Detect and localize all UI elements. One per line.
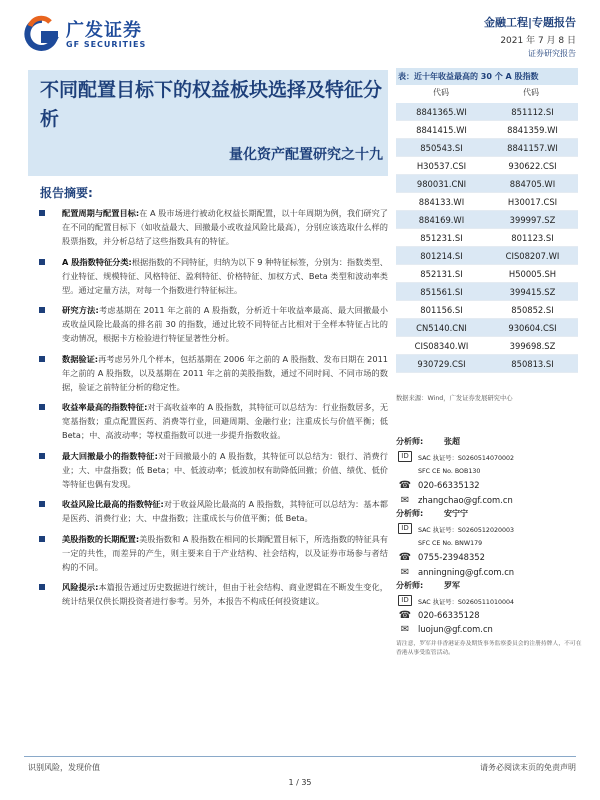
bullet-square-icon <box>39 259 45 265</box>
summary-item <box>36 352 388 394</box>
bullet-square-icon <box>39 356 45 362</box>
summary-item-text: 美股指数和 A 股指数在相同的长期配置目标下，所选指数的特征具有一定的共性，而差异的产生，则主要来自于产业结构、社会结构，以及证券市场参与者结构的不同。 <box>62 533 388 572</box>
footer-divider <box>24 756 576 757</box>
table-row <box>396 175 578 193</box>
table-cell: 8841415.WI <box>396 121 487 139</box>
table-row <box>396 247 578 265</box>
summary-item <box>36 497 388 525</box>
table-row <box>396 355 578 373</box>
certificate-icon: ID <box>398 595 412 606</box>
summary-item-text: 再考虑另外几个样本，包括基期在 2006 年之前的 A 股指数、发布日期在 2011 年之前的 A 股指数，以及基期在 2011 年之前的美股指数，通过不同时间、不同市场的数据，验证之前特征分析的稳定性。 <box>62 353 388 392</box>
bullet-square-icon <box>39 307 45 313</box>
table-cell: 399415.SZ <box>487 283 578 301</box>
bullet-square-icon <box>39 501 45 507</box>
table-cell: CIS08207.WI <box>487 247 578 265</box>
page-title: 不同配置目标下的权益板块选择及特征分析 <box>40 79 383 130</box>
table-row <box>396 193 578 211</box>
summary-item <box>36 206 388 248</box>
summary-item <box>36 303 388 345</box>
analyst-sac-value: SAC 执证号：S0260511010004 <box>418 599 514 606</box>
table-row <box>396 157 578 175</box>
analyst-list <box>396 436 586 638</box>
analyst-phone <box>396 551 586 566</box>
report-date: 2021 年 7 月 8 日 <box>500 36 576 46</box>
table-cell: 884705.WI <box>487 175 578 193</box>
table-row <box>396 139 578 157</box>
table-cell: 930729.CSI <box>396 355 487 373</box>
table-cell: 801214.SI <box>396 247 487 265</box>
table-row <box>396 229 578 247</box>
table-cell: 399698.SZ <box>487 337 578 355</box>
phone-icon: ☎ <box>398 480 412 491</box>
analyst-email[interactable] <box>396 566 586 581</box>
bullet-square-icon <box>39 404 45 410</box>
table-row <box>396 283 578 301</box>
analyst-title: 分析师: <box>396 581 424 590</box>
table-cell: 8841359.WI <box>487 121 578 139</box>
report-org: 证券研究报告 <box>528 49 576 58</box>
summary-item-label: 风险提示: <box>62 582 99 592</box>
table-cell: H30537.CSI <box>396 157 487 175</box>
table-cell: 930622.CSI <box>487 157 578 175</box>
analyst-email-value[interactable]: luojun@gf.com.cn <box>418 624 493 634</box>
table-source: 数据来源：Wind，广发证券发展研究中心 <box>396 395 513 402</box>
table-cell: 980031.CNI <box>396 175 487 193</box>
table-cell: 852131.SI <box>396 265 487 283</box>
table-cell: 884169.WI <box>396 211 487 229</box>
footer-disclaimer: 请务必阅读末页的免责声明 <box>480 763 576 772</box>
footer-slogan: 识别风险，发现价值 <box>28 763 100 772</box>
email-icon: ✉ <box>400 494 410 506</box>
page-number: 1 / 35 <box>288 778 312 787</box>
table-cell: H50005.SH <box>487 265 578 283</box>
bullet-square-icon <box>39 536 45 542</box>
analyst-title: 分析师: <box>396 437 424 446</box>
summary-item-label: 美股指数的长期配置: <box>62 533 140 544</box>
analyst-header <box>396 508 586 522</box>
summary-item-text: 对于收益风险比最高的 A 股指数，其特征可以总结为：基本都是医药、消费行业；大、中盘指数；注重成长与价值平衡；低 Beta。 <box>62 499 388 523</box>
index-table <box>396 103 578 373</box>
table-cell: CIS08340.WI <box>396 337 487 355</box>
table-cell: 851561.SI <box>396 283 487 301</box>
table-title: 表：近十年收益最高的 30 个 A 股指数 <box>396 68 578 85</box>
table-cell: 851231.SI <box>396 229 487 247</box>
table-cell: 930604.CSI <box>487 319 578 337</box>
table-cell: 850813.SI <box>487 355 578 373</box>
certificate-icon: ID <box>398 523 412 534</box>
analyst-sac-value: SAC 执证号：S0260514070002 <box>418 455 514 462</box>
logo-name-cn: 广发证券 <box>66 20 142 41</box>
certificate-icon: ID <box>398 451 412 462</box>
analyst-name: 罗军 <box>444 581 460 590</box>
analyst-sfc <box>396 537 586 552</box>
table-col-1: 代码 <box>433 88 449 97</box>
table-row <box>396 121 578 139</box>
analyst-email-value[interactable]: anningning@gf.com.cn <box>418 566 515 577</box>
summary-item <box>36 400 388 442</box>
analyst-name: 张超 <box>444 437 460 446</box>
bullet-square-icon <box>39 210 45 216</box>
table-cell: H30017.CSI <box>487 193 578 211</box>
table-cell: CN5140.CNI <box>396 319 487 337</box>
table-cell: 850852.SI <box>487 301 578 319</box>
summary-item-text: 对于高收益率的 A 股指数，其特征可以总结为：行业指数居多，无宽基指数；重点配置医药、消费等行业，回避周期、金融行业；注重成长与价值平衡；低 Beta；中、高波动率；等权重指数可以进一步提升指数收益。 <box>62 402 389 440</box>
analyst-email-value[interactable]: zhangchao@gf.com.cn <box>418 494 513 505</box>
analyst-sac <box>396 450 586 465</box>
summary-list <box>36 206 388 615</box>
email-icon: ✉ <box>400 566 410 578</box>
analyst-phone-value: 020-66335132 <box>418 480 480 490</box>
analyst-email[interactable] <box>396 623 586 638</box>
analyst-name: 安宁宁 <box>444 509 468 518</box>
summary-item-label: A 股指数特征分类: <box>62 256 132 267</box>
table-cell: 801156.SI <box>396 301 487 319</box>
analyst-sac <box>396 594 586 609</box>
summary-item <box>36 449 388 491</box>
table-cell: 850543.SI <box>396 139 487 157</box>
summary-item-label: 收益风险比最高的指数特征: <box>62 499 164 509</box>
summary-item-text: 本篇报告通过历史数据进行统计，但由于社会结构、商业逻辑在不断发生变化，统计结果仅供长期投资者进行参考。另外，本报告不构成任何投资建议。 <box>62 582 388 606</box>
phone-icon: ☎ <box>398 552 412 563</box>
table-cell: 801123.SI <box>487 229 578 247</box>
table-cell: 851112.SI <box>487 103 578 121</box>
logo-name-en: GF SECURITIES <box>66 40 147 49</box>
summary-item <box>36 580 388 608</box>
summary-heading: 报告摘要: <box>40 186 93 200</box>
analyst-phone-value: 020-66335128 <box>418 609 480 620</box>
table-cell: 8841365.WI <box>396 103 487 121</box>
summary-item-label: 配置周期与配置目标: <box>62 208 140 218</box>
table-row <box>396 337 578 355</box>
summary-item-text: 根据指数的不同特征，归纳为以下 9 种特征标签，分别为：指数类型、行业特征、规模特征、风格特征、盈利特征、价格特征、加权方式、Beta 类型和波动率类型。通过定量方法，对每一个指数进行特征标注。 <box>62 256 388 295</box>
table-cell: 399997.SZ <box>487 211 578 229</box>
table-row <box>396 211 578 229</box>
analyst-phone <box>396 479 586 494</box>
analyst-email[interactable] <box>396 494 586 509</box>
analyst-sfc-value: SFC CE No. BNW179 <box>418 539 483 547</box>
summary-item-label: 最大回撤最小的指数特征: <box>62 450 158 461</box>
table-row <box>396 301 578 319</box>
analyst-title: 分析师: <box>396 509 424 518</box>
table-cell: 8841157.WI <box>487 139 578 157</box>
analyst-phone-value: 0755-23948352 <box>418 552 485 562</box>
analyst-header <box>396 580 586 594</box>
table-row <box>396 265 578 283</box>
email-icon: ✉ <box>400 624 410 635</box>
analyst-sac-value: SAC 执证号：S0260512020003 <box>418 527 514 534</box>
summary-item-label: 研究方法: <box>62 305 99 315</box>
summary-item-text: 在 A 股市场进行被动化权益长期配置，以十年周期为例，我们研究了在不同的配置目标下（如收益最大、回撤最小或收益风险比最高），分别应该选取什么样的股票指数，并分析总结了这些指数具有的特征。 <box>62 208 388 246</box>
table-row <box>396 319 578 337</box>
bullet-square-icon <box>39 584 45 590</box>
bullet-square-icon <box>39 453 45 459</box>
report-type: 金融工程|专题报告 <box>483 16 576 29</box>
analyst-header <box>396 436 586 450</box>
summary-item-text: 对于回撤最小的 A 股指数，其特征可以总结为：银行、消费行业；大、中盘指数；低 Beta；中、低波动率；低波加权有助降低回撤；价值、绩优、低价等特征也偶有发现。 <box>62 450 388 489</box>
summary-item <box>36 532 388 574</box>
analyst-sfc <box>396 465 586 480</box>
analyst-phone <box>396 609 586 624</box>
summary-item <box>36 255 388 297</box>
analyst-sac <box>396 522 586 537</box>
analyst-sfc-value: SFC CE No. BOB130 <box>418 467 481 475</box>
summary-item-label: 收益率最高的指数特征: <box>62 402 148 412</box>
summary-item-text: 考虑基期在 2011 年之前的 A 股指数，分析近十年收益率最高、最大回撤最小或收益风险比最高的排名前 30 的指数，通过比较不同特征占比相对于全样本特征占比的变动情况，根据卡方检验进行特征显著性分析。 <box>62 305 388 343</box>
table-header <box>396 87 578 98</box>
table-cell: 884133.WI <box>396 193 487 211</box>
summary-item-label: 数据验证: <box>62 353 99 364</box>
analyst-note: 请注意，罗军并非香港证券及期货事务监察委员会的注册持牌人，不可在香港从事受监管活动。 <box>396 641 582 656</box>
phone-icon: ☎ <box>398 609 412 621</box>
table-col-2: 代码 <box>523 88 539 97</box>
page-subtitle: 量化资产配置研究之十九 <box>229 147 383 163</box>
table-row <box>396 103 578 121</box>
